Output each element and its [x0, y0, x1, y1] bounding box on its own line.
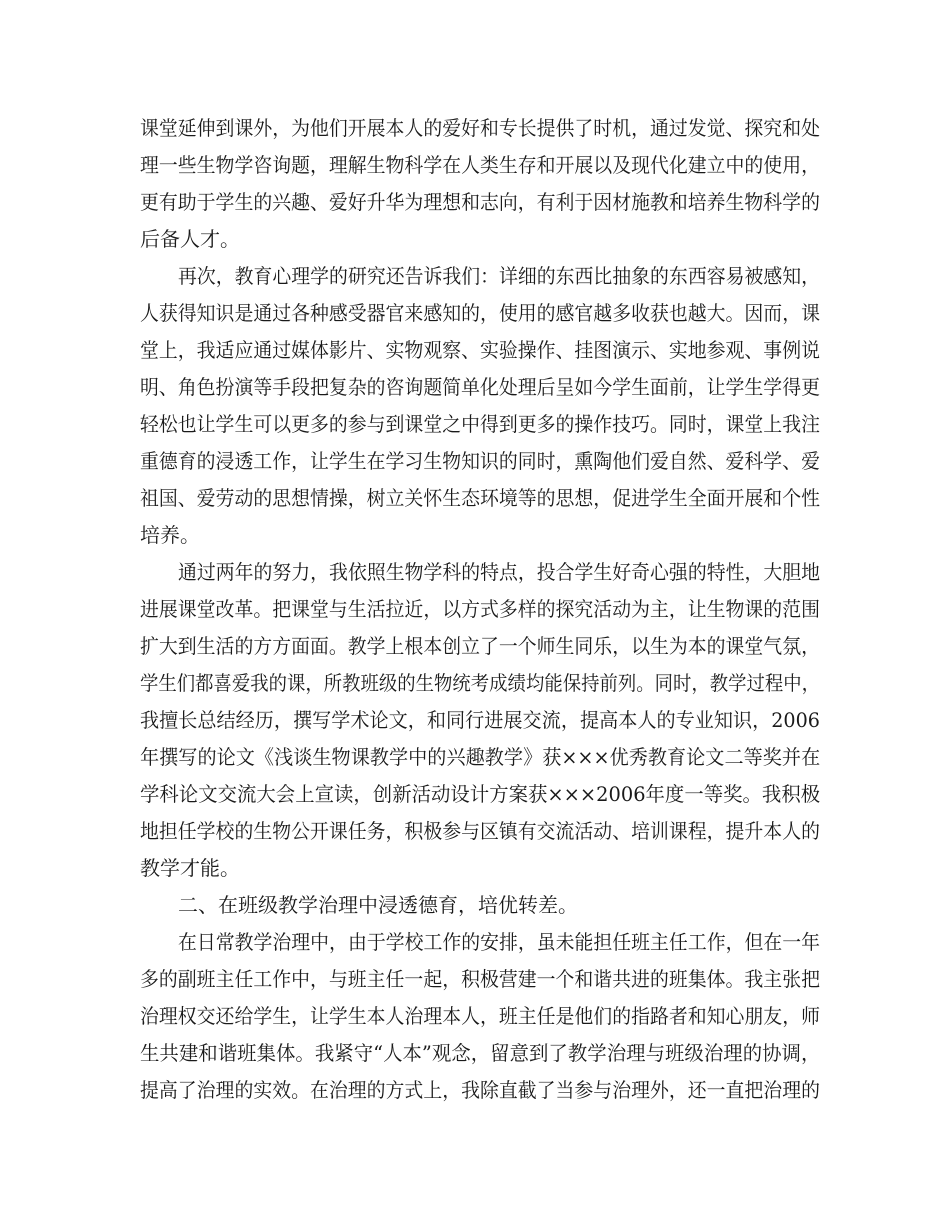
- text-line: 堂上，我适应通过媒体影片、实物观察、实验操作、挂图演示、实地参观、事例说: [140, 338, 820, 362]
- text-line: 多的副班主任工作中，与班主任一起，积极营建一个和谐共进的班集体。我主张把: [140, 967, 820, 991]
- text-line: 人获得知识是通过各种感受器官来感知的，使用的感官越多收获也越大。因而，课: [140, 301, 820, 325]
- text-line: 课堂延伸到课外，为他们开展本人的爱好和专长提供了时机，通过发觉、探究和处: [140, 116, 820, 140]
- text-line: 生共建和谐班集体。我紧守“人本”观念，留意到了教学治理与班级治理的协调，: [140, 1041, 821, 1065]
- text-line: 更有助于学生的兴趣、爱好升华为理想和志向，有利于因材施教和培养生物科学的: [140, 190, 820, 214]
- text-line: 年撰写的论文《浅谈生物课教学中的兴趣教学》获×××优秀教育论文二等奖并在: [140, 745, 821, 769]
- text-line: 祖国、爱劳动的思想情操，树立关怀生态环境等的思想，促进学生全面开展和个性: [140, 486, 820, 510]
- section-heading: 二、在班级教学治理中浸透德育，培优转差。: [178, 893, 578, 917]
- text-line: 轻松也让学生可以更多的参与到课堂之中得到更多的操作技巧。同时，课堂上我注: [140, 412, 820, 436]
- paragraph-first-line: 再次，教育心理学的研究还告诉我们：详细的东西比抽象的东西容易被感知，: [178, 264, 820, 288]
- text-line: 学生们都喜爱我的课，所教班级的生物统考成绩均能保持前列。同时，教学过程中，: [140, 671, 820, 695]
- text-line: 地担任学校的生物公开课任务，积极参与区镇有交流活动、培训课程，提升本人的: [140, 819, 820, 843]
- text-line: 理一些生物学咨询题，理解生物科学在人类生存和开展以及现代化建立中的使用，: [140, 153, 820, 177]
- paragraph-first-line: 在日常教学治理中，由于学校工作的安排，虽未能担任班主任工作，但在一年: [178, 930, 820, 954]
- text-line: 治理权交还给学生，让学生本人治理本人，班主任是他们的指路者和知心朋友，师: [140, 1004, 820, 1028]
- text-line: 重德育的浸透工作，让学生在学习生物知识的同时，熏陶他们爱自然、爱科学、爱: [140, 449, 820, 473]
- text-line: 我擅长总结经历，撰写学术论文，和同行进展交流，提高本人的专业知识，2006: [140, 708, 820, 732]
- text-line: 提高了治理的实效。在治理的方式上，我除直截了当参与治理外，还一直把治理的: [140, 1078, 820, 1102]
- text-line: 进展课堂改革。把课堂与生活拉近，以方式多样的探究活动为主，让生物课的范围: [140, 597, 820, 621]
- text-line: 培养。: [140, 523, 200, 547]
- text-line: 学科论文交流大会上宣读，创新活动设计方案获×××2006年度一等奖。我积极: [140, 782, 821, 806]
- text-line: 扩大到生活的方方面面。教学上根本创立了一个师生同乐，以生为本的课堂气氛，: [140, 634, 820, 658]
- text-line: 后备人才。: [140, 227, 240, 251]
- paragraph-first-line: 通过两年的努力，我依照生物学科的特点，投合学生好奇心强的特性，大胆地: [178, 560, 820, 584]
- text-line: 明、角色扮演等手段把复杂的咨询题简单化处理后呈如今学生面前，让学生学得更: [140, 375, 820, 399]
- text-line: 教学才能。: [140, 856, 240, 880]
